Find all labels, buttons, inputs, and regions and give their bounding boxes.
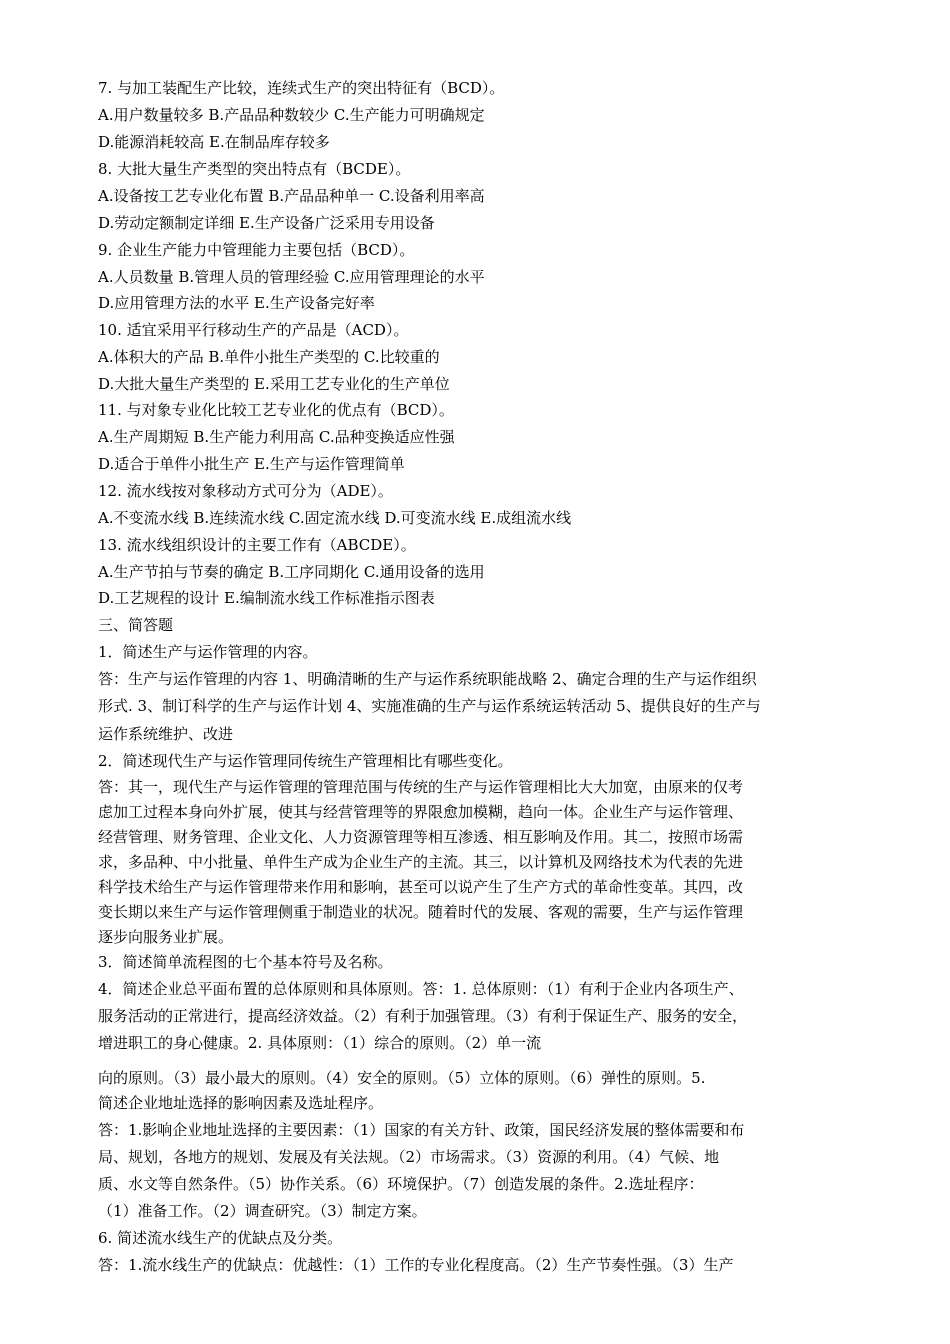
text-line: 4．简述企业总平面布置的总体原则和具体原则。答：1. 总体原则：（1）有利于企业内各项生产、 bbox=[98, 980, 744, 998]
text-line: D.应用管理方法的水平 E.生产设备完好率 bbox=[98, 294, 375, 312]
text-line: D.劳动定额制定详细 E.生产设备广泛采用专用设备 bbox=[98, 214, 435, 232]
text-line: 答：生产与运作管理的内容 1、明确清晰的生产与运作系统职能战略 2、确定合理的生产与运作组织 bbox=[98, 670, 757, 688]
text-line: 8. 大批大量生产类型的突出特点有（BCDE）。 bbox=[98, 160, 411, 178]
text-line: A.生产周期短 B.生产能力利用高 C.品种变换适应性强 bbox=[98, 428, 455, 446]
text-line: A.用户数量较多 B.产品品种数较少 C.生产能力可明确规定 bbox=[98, 106, 485, 124]
text-line: 服务活动的正常进行，提高经济效益。（2）有利于加强管理。（3）有利于保证生产、服务的安全， bbox=[98, 1007, 748, 1025]
text-line: 逐步向服务业扩展。 bbox=[98, 928, 234, 946]
text-line: A.不变流水线 B.连续流水线 C.固定流水线 D.可变流水线 E.成组流水线 bbox=[98, 509, 572, 527]
question-title: 2．简述现代生产与运作管理同传统生产管理相比有哪些变化。 bbox=[98, 752, 513, 770]
text-line: 增进职工的身心健康。2. 具体原则：（1）综合的原则。（2）单一流 bbox=[98, 1034, 542, 1052]
text-line: 运作系统维护、改进 bbox=[98, 725, 234, 743]
text-line: 质、水文等自然条件。（5）协作关系。（6）环境保护。（7）创造发展的条件。2.选址程序： bbox=[98, 1175, 704, 1193]
text-line: D.大批大量生产类型的 E.采用工艺专业化的生产单位 bbox=[98, 375, 450, 393]
text-line: 答：1.影响企业地址选择的主要因素：（1）国家的有关方针、政策，国民经济发展的整体需要和布 bbox=[98, 1121, 745, 1139]
text-line: 变长期以来生产与运作管理侧重于制造业的状况。随着时代的发展、客观的需要，生产与运作管理 bbox=[98, 903, 744, 921]
text-line: 答：1.流水线生产的优缺点：优越性：（1）工作的专业化程度高。（2）生产节奏性强。（3）生产 bbox=[98, 1256, 734, 1274]
question-title: 6. 简述流水线生产的优缺点及分类。 bbox=[98, 1229, 343, 1247]
text-line: 12. 流水线按对象移动方式可分为（ADE）。 bbox=[98, 482, 393, 500]
text-line: 向的原则。（3）最小最大的原则。（4）安全的原则。（5）立体的原则。（6）弹性的原则。5. bbox=[98, 1069, 706, 1087]
text-line: 13. 流水线组织设计的主要工作有（ABCDE）。 bbox=[98, 536, 416, 554]
text-line: 答：其一，现代生产与运作管理的管理范围与传统的生产与运作管理相比大大加宽，由原来的仅考 bbox=[98, 778, 744, 796]
text-line: D.适合于单件小批生产 E.生产与运作管理简单 bbox=[98, 455, 405, 473]
text-line: 7. 与加工装配生产比较，连续式生产的突出特征有（BCD）。 bbox=[98, 79, 505, 97]
text-line: 简述企业地址选择的影响因素及选址程序。 bbox=[98, 1094, 384, 1112]
text-line: （1）准备工作。（2）调查研究。（3）制定方案。 bbox=[98, 1202, 427, 1220]
text-line: 11. 与对象专业化比较工艺专业化的优点有（BCD）。 bbox=[98, 401, 454, 419]
text-line: A.生产节拍与节奏的确定 B.工序同期化 C.通用设备的选用 bbox=[98, 563, 485, 581]
text-line: 求，多品种、中小批量、单件生产成为企业生产的主流。其三，以计算机及网络技术为代表的先进 bbox=[98, 853, 744, 871]
text-line: 虑加工过程本身向外扩展，使其与经营管理等的界限愈加模糊，趋向一体。企业生产与运作管理、 bbox=[98, 803, 744, 821]
text-line: A.体积大的产品 B.单件小批生产类型的 C.比较重的 bbox=[98, 348, 440, 366]
text-line: A.人员数量 B.管理人员的管理经验 C.应用管理理论的水平 bbox=[98, 268, 485, 286]
section-heading: 三、简答题 bbox=[98, 616, 174, 634]
text-line: D.工艺规程的设计 E.编制流水线工作标准指示图表 bbox=[98, 589, 435, 607]
text-line: A.设备按工艺专业化布置 B.产品品种单一 C.设备利用率高 bbox=[98, 187, 485, 205]
text-line: 9. 企业生产能力中管理能力主要包括（BCD）。 bbox=[98, 241, 415, 259]
question-title: 1．简述生产与运作管理的内容。 bbox=[98, 643, 318, 661]
text-line: 形式. 3、制订科学的生产与运作计划 4、实施准确的生产与运作系统运转活动 5、提供良好的生产与 bbox=[98, 697, 761, 715]
text-line: D.能源消耗较高 E.在制品库存较多 bbox=[98, 133, 330, 151]
text-line: 10. 适宜采用平行移动生产的产品是（ACD）。 bbox=[98, 321, 409, 339]
text-line: 科学技术给生产与运作管理带来作用和影响，甚至可以说产生了生产方式的革命性变革。其四，改 bbox=[98, 878, 744, 896]
question-title: 3．简述简单流程图的七个基本符号及名称。 bbox=[98, 953, 393, 971]
text-line: 局、规划，各地方的规划、发展及有关法规。（2）市场需求。（3）资源的利用。（4）气候、地 bbox=[98, 1148, 720, 1166]
text-line: 经营管理、财务管理、企业文化、人力资源管理等相互渗透、相互影响及作用。其二，按照市场需 bbox=[98, 828, 744, 846]
